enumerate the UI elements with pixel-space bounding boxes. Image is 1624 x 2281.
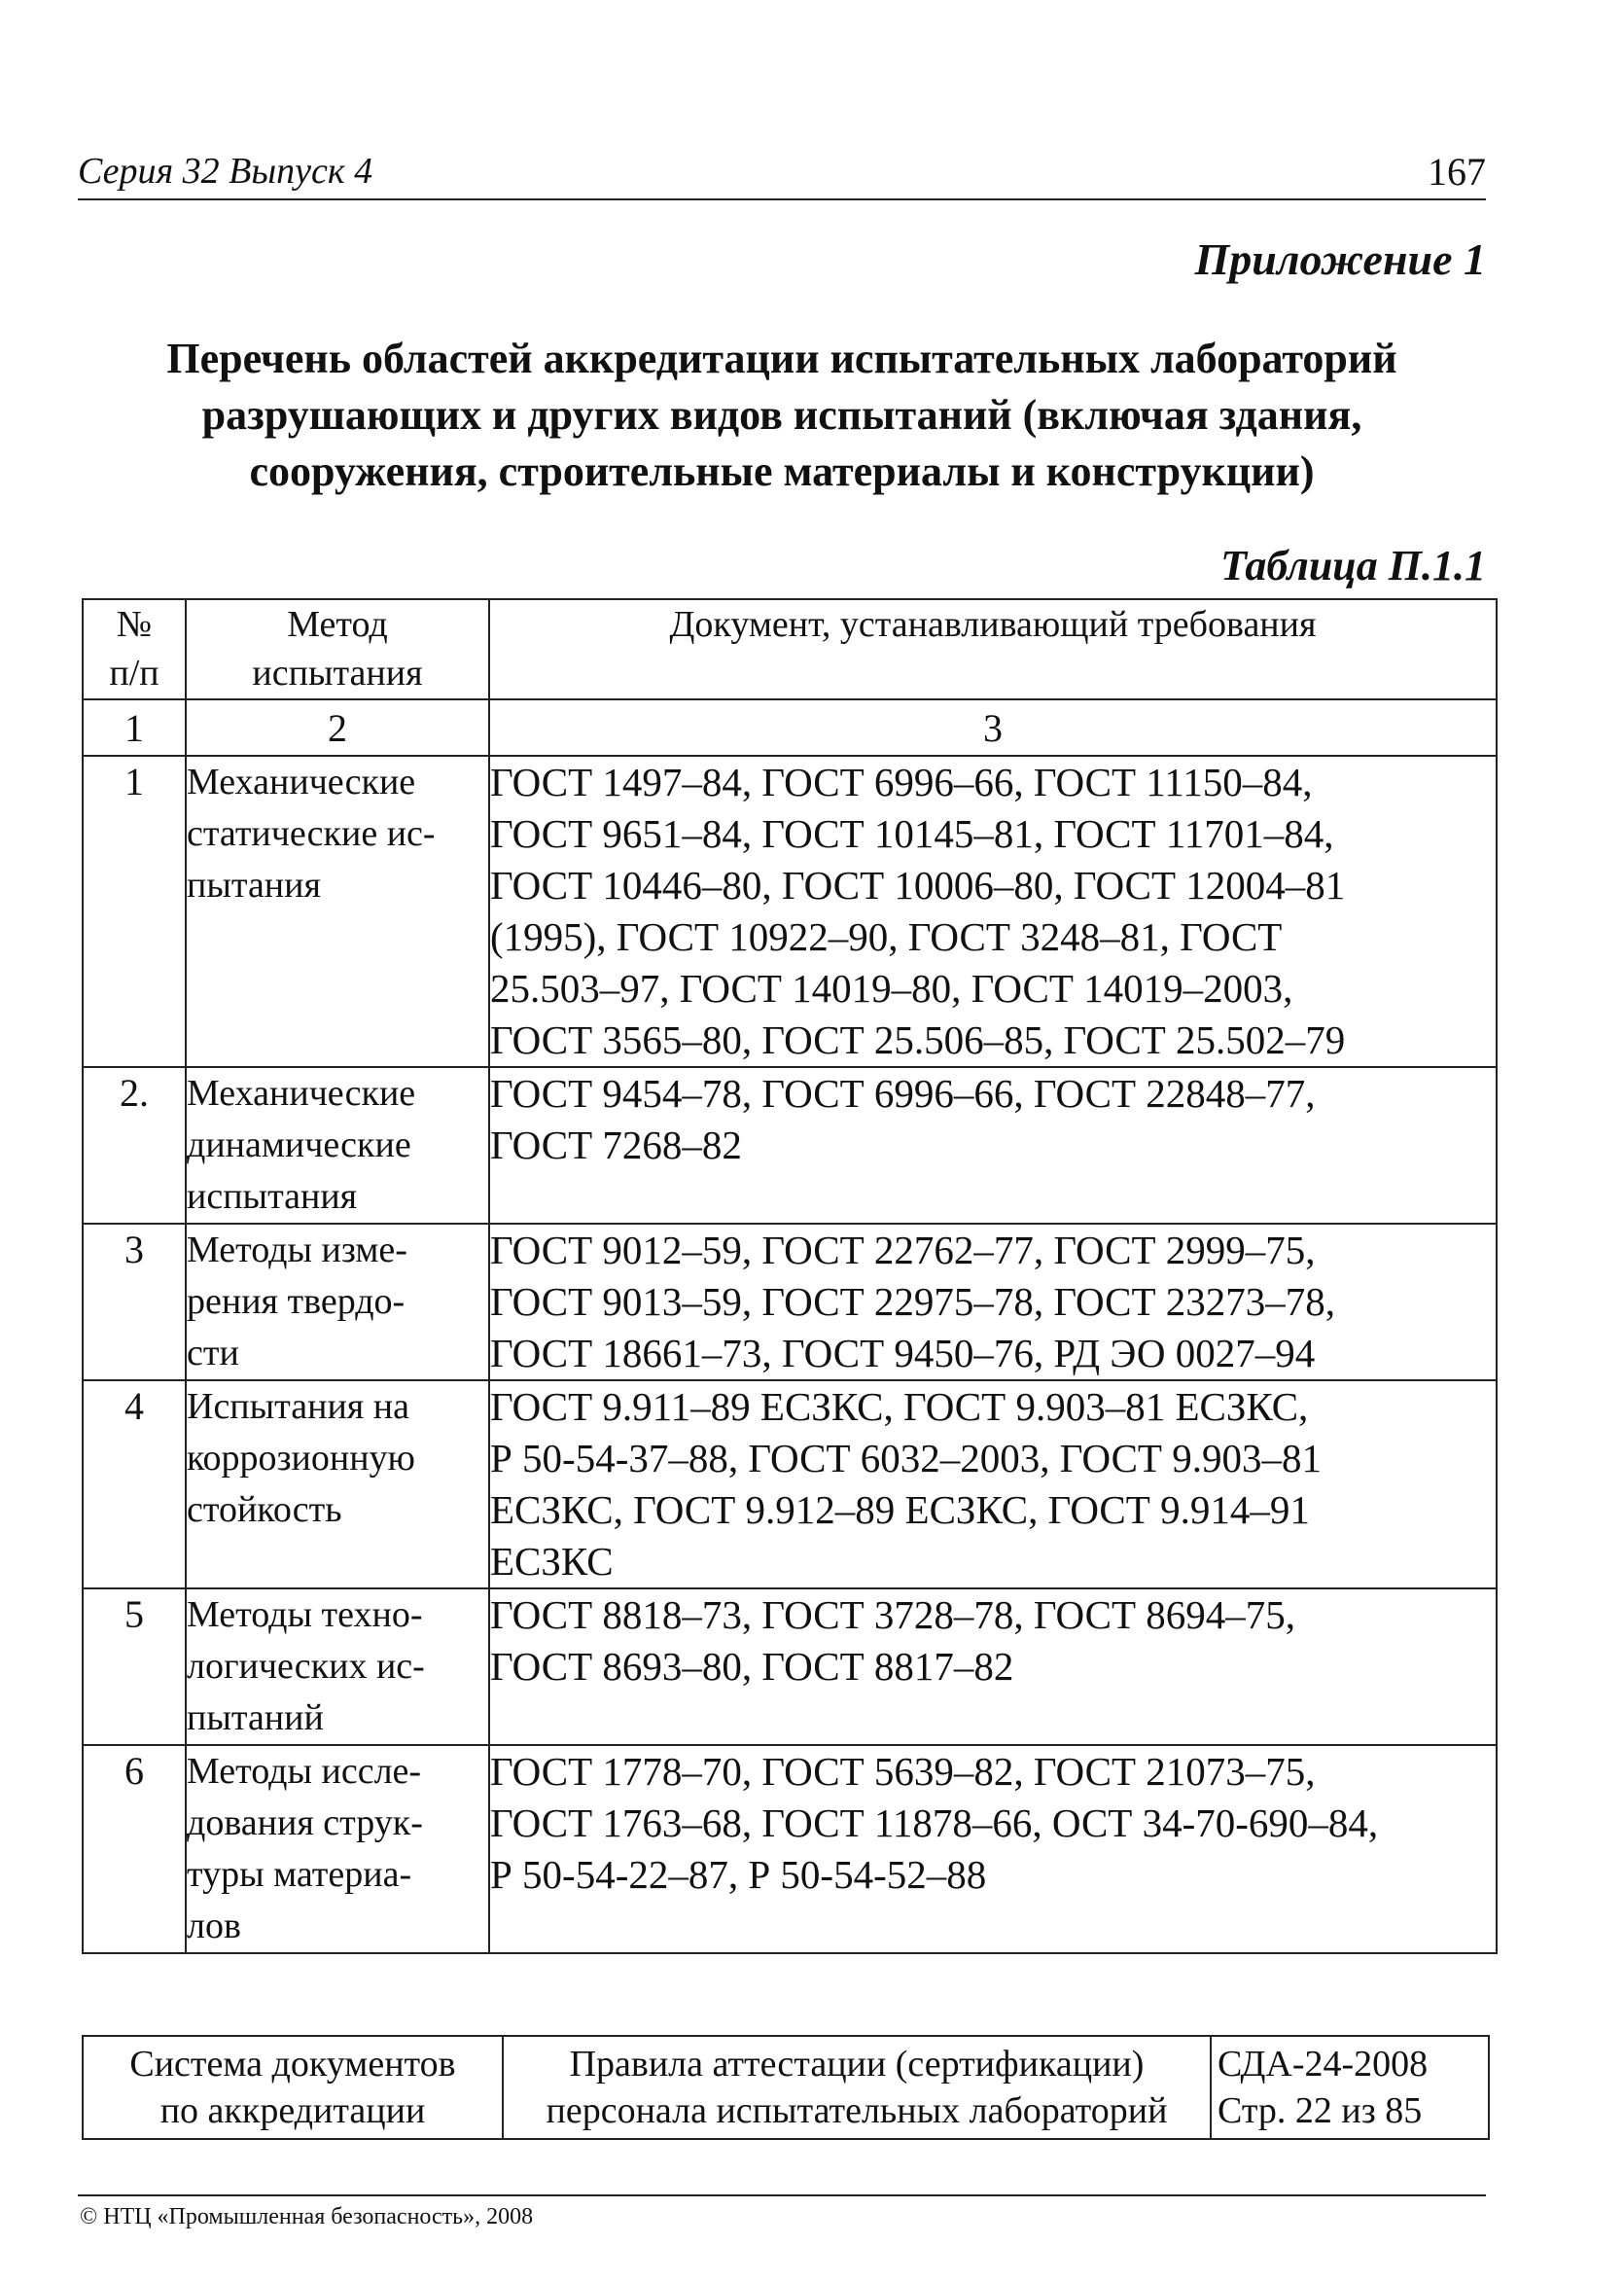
table-row [83, 1745, 1497, 1953]
title-line: сооружения, строительные материалы и конструкции) [249, 447, 1315, 495]
rules-cell: Правила аттестации (сертификации) персонала испытательных лабораторий [503, 2036, 1211, 2139]
document-line: ГОСТ 1497–84, ГОСТ 6996–66, ГОСТ 11150–84, [490, 760, 1313, 804]
method-line: логических ис- [187, 1646, 425, 1687]
document-line: ГОСТ 3565–80, ГОСТ 25.506–85, ГОСТ 25.502–79 [490, 1017, 1346, 1062]
title-line: разрушающих и других видов испытаний (включая здания, [201, 391, 1362, 439]
document-cell [489, 1745, 1497, 1953]
table-row [83, 1380, 1497, 1588]
document-line: ГОСТ 1778–70, ГОСТ 5639–82, ГОСТ 21073–75, [490, 1749, 1316, 1794]
method-line: Методы техно- [187, 1594, 423, 1635]
column-number: 2 [186, 699, 489, 756]
method-cell [186, 1588, 489, 1745]
header-num: № п/п [83, 599, 186, 699]
document-line: ГОСТ 9651–84, ГОСТ 10145–81, ГОСТ 11701–84, [490, 811, 1334, 856]
method-line: Методы иссле- [187, 1751, 422, 1792]
header-document: Документ, устанавливающий требования [489, 599, 1497, 699]
document-line: ЕСЗКС [490, 1539, 614, 1584]
series-label: Серия 32 Выпуск 4 [78, 151, 373, 192]
method-line: динамические [187, 1124, 411, 1165]
method-line: Испытания на [187, 1386, 409, 1427]
table-row [83, 1588, 1497, 1745]
running-header [78, 150, 1486, 200]
system-cell: Система документов по аккредитации [83, 2036, 503, 2139]
page-number: 167 [1428, 150, 1486, 194]
table-header-row [83, 599, 1497, 699]
method-cell [186, 1745, 489, 1953]
document-cell [489, 1588, 1497, 1745]
method-cell [186, 756, 489, 1067]
method-line: рения твердо- [187, 1281, 406, 1322]
table-label: Таблица П.1.1 [1220, 542, 1486, 589]
method-line: Методы изме- [187, 1230, 407, 1270]
document-code: СДА-24-2008 [1218, 2044, 1429, 2085]
accreditation-table [82, 598, 1498, 1954]
document-cell [489, 756, 1497, 1067]
document-line: ЕСЗКС, ГОСТ 9.912–89 ЕСЗКС, ГОСТ 9.914–91 [490, 1487, 1310, 1532]
method-line: дования струк- [187, 1802, 423, 1843]
method-cell [186, 1380, 489, 1588]
document-code-cell [1211, 2036, 1489, 2139]
document-line: Р 50-54-22–87, Р 50-54-52–88 [490, 1852, 987, 1897]
document-line: ГОСТ 7268–82 [490, 1123, 742, 1167]
table-row [83, 1224, 1497, 1380]
document-line: ГОСТ 1763–68, ГОСТ 11878–66, ОСТ 34-70-690–84, [490, 1800, 1379, 1845]
copyright: © НТЦ «Промышленная безопасность», 2008 [80, 2204, 534, 2229]
method-line: испытания [187, 1176, 358, 1217]
appendix-label: Приложение 1 [1194, 234, 1486, 284]
document-cell [489, 1067, 1497, 1224]
method-line: сти [187, 1333, 239, 1373]
method-cell [186, 1067, 489, 1224]
method-line: лов [187, 1906, 241, 1946]
document-title [78, 331, 1486, 500]
header-method: Метод испытания [186, 599, 489, 699]
method-line: статические ис- [187, 813, 436, 854]
document-line: ГОСТ 8693–80, ГОСТ 8817–82 [490, 1644, 1014, 1689]
document-line: ГОСТ 8818–73, ГОСТ 3728–78, ГОСТ 8694–75, [490, 1592, 1296, 1637]
row-number: 4 [83, 1380, 186, 1588]
document-cell [489, 1224, 1497, 1380]
document-line: ГОСТ 18661–73, ГОСТ 9450–76, РД ЭО 0027–94 [490, 1331, 1316, 1375]
column-number: 3 [489, 699, 1497, 756]
document-line: ГОСТ 9013–59, ГОСТ 22975–78, ГОСТ 23273–78, [490, 1279, 1336, 1324]
row-number: 2. [83, 1067, 186, 1224]
document-line: ГОСТ 9.911–89 ЕСЗКС, ГОСТ 9.903–81 ЕСЗКС, [490, 1384, 1309, 1429]
method-cell [186, 1224, 489, 1380]
document-line: 25.503–97, ГОСТ 14019–80, ГОСТ 14019–2003, [490, 966, 1293, 1011]
row-number: 5 [83, 1588, 186, 1745]
method-line: туры материа- [187, 1854, 412, 1895]
document-cell [489, 1380, 1497, 1588]
row-number: 6 [83, 1745, 186, 1953]
method-line: Механические [187, 1073, 416, 1114]
footer-box [82, 2035, 1490, 2140]
row-number: 3 [83, 1224, 186, 1380]
method-line: пытания [187, 865, 321, 906]
column-numbers-row [83, 699, 1497, 756]
document-line: ГОСТ 9454–78, ГОСТ 6996–66, ГОСТ 22848–77, [490, 1071, 1316, 1116]
page-reference: Стр. 22 из 85 [1218, 2090, 1423, 2131]
document-line: ГОСТ 9012–59, ГОСТ 22762–77, ГОСТ 2999–75, [490, 1228, 1316, 1272]
method-line: стойкость [187, 1489, 342, 1530]
bottom-divider [78, 2194, 1486, 2196]
method-line: пытаний [187, 1697, 324, 1738]
method-line: коррозионную [187, 1438, 415, 1479]
table-row [83, 756, 1497, 1067]
table-row [83, 1067, 1497, 1224]
column-number: 1 [83, 699, 186, 756]
document-line: Р 50-54-37–88, ГОСТ 6032–2003, ГОСТ 9.903–81 [490, 1436, 1322, 1480]
document-line: ГОСТ 10446–80, ГОСТ 10006–80, ГОСТ 12004–81 [490, 863, 1346, 908]
document-line: (1995), ГОСТ 10922–90, ГОСТ 3248–81, ГОСТ [490, 914, 1283, 959]
method-line: Механические [187, 762, 416, 802]
title-line: Перечень областей аккредитации испытательных лабораторий [166, 335, 1397, 382]
row-number: 1 [83, 756, 186, 1067]
